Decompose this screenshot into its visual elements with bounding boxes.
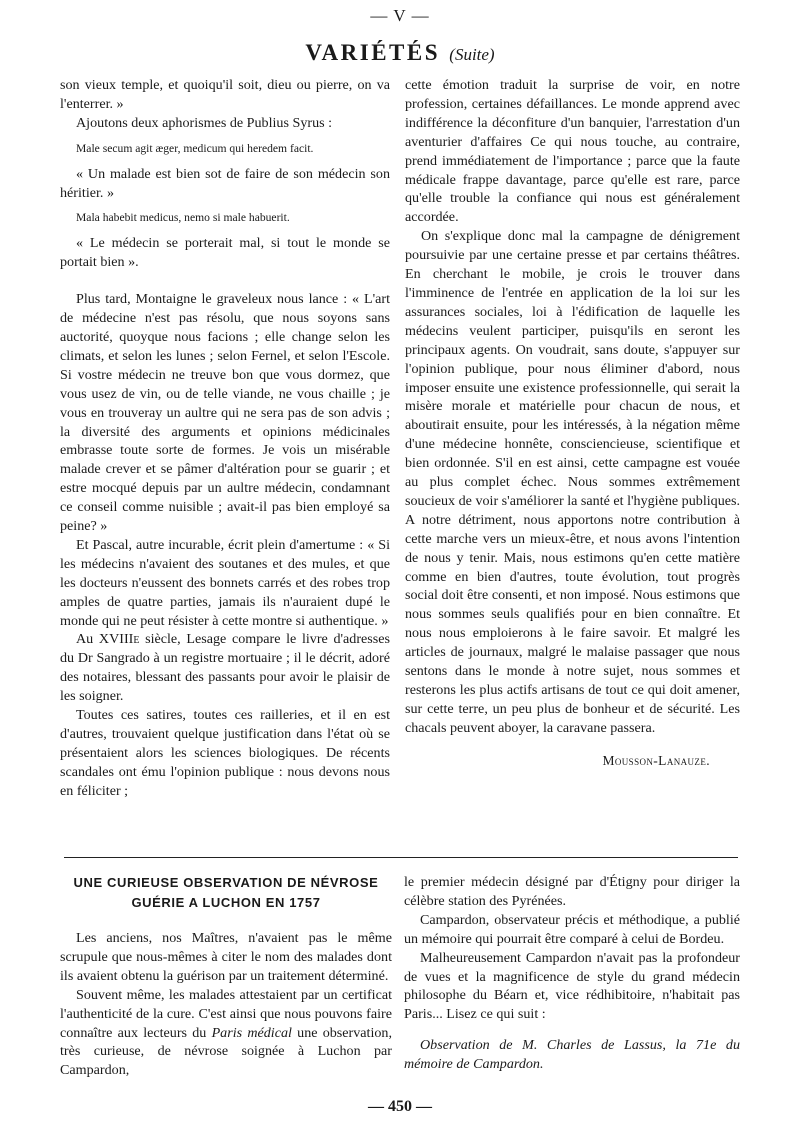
latin-aphorism: Male secum agit æger, medicum qui heredem facit.: [76, 141, 314, 155]
observation-caption: Observation de M. Charles de Lassus, la 71e du mémoire de Campardon.: [404, 1037, 740, 1073]
paragraph: Ajoutons deux aphorismes de Publius Syrus :: [76, 114, 333, 131]
latin-aphorism: Mala habebit medicus, nemo si male habuerit.: [76, 211, 290, 225]
article-title-line: GUÉRIE A LUCHON EN 1757: [131, 895, 321, 910]
text-run: Au: [76, 631, 99, 648]
text-run: une observation, très curieuse, de névrose soignée à Luchon par Campardon,: [60, 1024, 392, 1079]
column-right-bottom: [404, 873, 740, 1074]
column-left-bottom: [60, 873, 392, 1080]
section-divider: [64, 857, 738, 858]
section-subtitle: (Suite): [449, 45, 495, 64]
paragraph: Toutes ces satires, toutes ces railleries, et il en est d'autres, trouvaient quelque justification dans l'état où se présentaient alors les sciences biologiques. De récents scandales ont ému l'opinion publique : nous devons nous en féliciter ;: [60, 707, 390, 799]
journal-name: Paris médical: [211, 1024, 292, 1041]
section-title: VARIÉTÉS: [305, 40, 441, 65]
column-right-top: [405, 76, 740, 771]
paragraph: « Un malade est bien sot de faire de son médecin son héritier. »: [60, 165, 390, 201]
paragraph: Et Pascal, autre incurable, écrit plein d'amertume : « Si les médecins n'avaient des soutanes et des mules, et que les docteurs n'eussent des bonnets carrés et des robes trop amples de quatre parties, jamais ils n'auraient dupé le monde qui ne peut résister à cette montre si authentique. »: [60, 536, 390, 629]
paragraph: son vieux temple, et quoiqu'il soit, dieu ou pierre, on va l'enterrer. »: [60, 77, 390, 112]
article-title-line: UNE CURIEUSE OBSERVATION DE NÉVROSE: [73, 875, 379, 890]
paragraph: On s'explique donc mal la campagne de dénigrement poursuivie par une certaine presse et par certains théâtres. En cherchant le mobile, je crois le trouver dans l'imminence de l'entrée en application de la loi sur les assurances sociales, loi à l'édification de laquelle les médecins veulent participer, puisqu'ils en seront les principaux agents. On voudrait, sans doute, s'appuyer sur l'opinion publique, pour nous éliminer d'abord, nous imposer ensuite une existence professionnelle, qui serait la misère morale et matérielle pour chacun de nous, et aboutirait ensuite, pour les intéressés, à la négation même d'une médecine honnête, consciencieuse, scientifique et bien ordonnée. S'il en est ainsi, cette campagne est vouée au plus complet échec. Nous sommes extrêmement soucieux de voir s'améliorer la santé et l'hygiène publiques. A notre détriment, nous apportons notre contribution à cette marche vers un mieux-être, et nous avons l'intention de nous y tenir. Mais, nous estimons qu'en cette matière comme en bien d'autres, toute évolution, tout progrès social doit être consenti, et non imposé. Nous estimons que nous sommes seuls qualifiés pour en bien connaître. Et nous nous emploierons à le faire savoir. Et malgré les articles de journaux, malgré le malaise passager que nous sentons dans le monde à notre sujet, nous sommes et resterons les plus actifs artisans de tout ce qui doit amener, sur cette terre, un peu plus de bonheur et de sécurité. Les chacals peuvent aboyer, la caravane passera.: [405, 228, 741, 736]
paragraph: Campardon, observateur précis et méthodique, a publié un mémoire qui pourrait être comparé à celui de Bordeu.: [404, 911, 740, 947]
text-run: Souvent même, les malades attestaient par un certificat l'authenticité de la cure. C'est ainsi que nous pouvons faire connaître aux lecteurs du: [60, 986, 392, 1041]
paragraph: Les anciens, nos Maîtres, n'avaient pas le même scrupule que nous-mêmes à citer le nom des malades dont ils avaient obtenu la guérison par un traitement déterminé.: [60, 930, 392, 984]
paragraph: Plus tard, Montaigne le graveleux nous lance : « L'art de médecine n'est pas résolu, que nous soyons sans auctorité, quoyque nous facions ; elle change selon les climats, et selon les lunes ; selon Fernel, et selon l'Escole. Si vostre médecin ne treuve bon que vous dormez, que vous usez de vin, ou de telle viande, ne vous chaille ; je vous en trouveray un aultre qui ne sera pas de son advis ; la diversité des arguments et opinions médicinales embrasse toute sorte de formes. Je vois un misérable malade crever et se pâmer d'altération pour se guarir ; et estre mocqué depuis par un aultre médecin, condamnant ce conseil comme nuisible ; avait-il pas bien employé sa peine? »: [60, 291, 390, 535]
roman-page-number: — V —: [370, 6, 430, 25]
paragraph: [60, 986, 392, 1081]
paragraph: le premier médecin désigné par d'Étigny pour diriger la célèbre station des Pyrénées.: [404, 874, 740, 909]
paragraph: cette émotion traduit la surprise de voir, en notre profession, certaines défaillances. Le monde apprend avec indifférence la déconfiture d'un banquier, l'arrestation d'un aventurier d'affaires Ce qui nous touche, au contraire, prend immédiatement de l'importance ; parce que la faute médicale frappe davantage, parce qu'elle est rare, parce qu'elle trouble la confiance qui nous est généralement accordée.: [405, 77, 740, 226]
text-run: siècle, Lesage compare le livre d'adresses du Dr Sangrado à un registre mortuaire ; il le décrit, adoré des notaires, blessant des passants pour avoir le plaisir de les soigner.: [60, 631, 390, 705]
column-left-top: [60, 76, 390, 801]
page-number: — 450 —: [368, 1098, 432, 1115]
section-header: [0, 40, 800, 66]
paragraph: « Le médecin se porterait mal, si tout le monde se portait bien ».: [60, 235, 390, 271]
paragraph: Malheureusement Campardon n'avait pas la profondeur de vues et la magnificence de style du grand médecin philosophe du Béarn et, vice rédhibitoire, n'habitait pas Paris... Lisez ce qui suit :: [404, 949, 740, 1023]
century-numeral: XVIIIe: [98, 631, 140, 648]
paragraph: [60, 630, 390, 706]
author-signature: Mousson-Lanauze.: [602, 752, 710, 768]
article-title: [60, 873, 392, 913]
